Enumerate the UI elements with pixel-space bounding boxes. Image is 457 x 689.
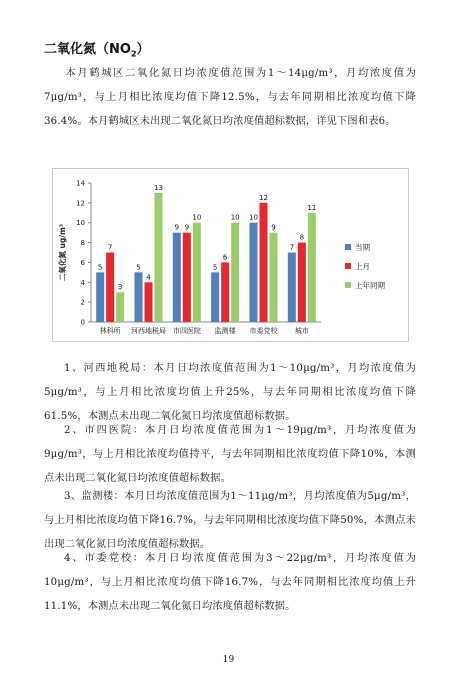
category-label: 城市 bbox=[294, 327, 309, 335]
data-label: 12 bbox=[259, 193, 268, 202]
y-tick-label: 14 bbox=[76, 179, 85, 188]
y-axis-label: 二氧化氮 ug/m³ bbox=[58, 223, 67, 282]
bar-3-3 bbox=[193, 223, 201, 322]
bar-3-4 bbox=[231, 223, 239, 322]
data-label: 10 bbox=[249, 213, 258, 222]
legend-swatch bbox=[345, 263, 351, 269]
category-label: 林科所 bbox=[99, 327, 121, 335]
legend-label: 上年同期 bbox=[355, 281, 385, 290]
legend-swatch bbox=[345, 244, 351, 250]
category-label: 河西地税局 bbox=[131, 327, 166, 335]
data-label: 9 bbox=[271, 223, 276, 232]
bar-1-5 bbox=[250, 223, 258, 322]
data-label: 10 bbox=[230, 213, 240, 222]
data-label: 13 bbox=[154, 183, 163, 192]
category-label: 市四医院 bbox=[172, 327, 201, 335]
data-label: 7 bbox=[289, 243, 295, 252]
site-paragraph-party-school: 4、市委党校：本月日均浓度值范围为3～22μg/m³，月均浓度值为10μg/m³，与上月相比浓度均值下降16.7%，与去年同期相比浓度均值上升11.1%，本测点未出现二氧化氮日均浓度值超标数据。 bbox=[44, 553, 416, 612]
y-tick-label: 0 bbox=[80, 318, 85, 327]
legend-label: 上月 bbox=[355, 262, 370, 271]
site-paragraph-hospital: 2、市四医院：本月日均浓度值范围为1～19μg/m³，月均浓度值为9μg/m³，与上月相比浓度均值持平，与去年同期相比浓度均值下降10%，本测点未出现二氧化氮日均浓度值超标数据。 bbox=[44, 425, 416, 484]
site-paragraph-monitor: 3、监测楼：本月日均浓度值范围为1～11μg/m³，月均浓度值为5μg/m³，与上月相比浓度均值下降16.7%，与去年同期相比浓度均值下降50%，本测点未出现二氧化氮日均浓度值超标数据。 bbox=[44, 491, 416, 550]
category-label: 监测楼 bbox=[214, 327, 236, 335]
y-tick-label: 12 bbox=[76, 199, 85, 208]
category-label: 市委党校 bbox=[249, 327, 278, 335]
data-label: 10 bbox=[192, 213, 202, 222]
y-tick-label: 4 bbox=[80, 278, 85, 287]
bar-2-4 bbox=[221, 262, 229, 322]
legend-swatch bbox=[345, 282, 351, 288]
y-tick-label: 8 bbox=[80, 239, 85, 248]
y-tick-label: 6 bbox=[80, 258, 85, 267]
bar-3-2 bbox=[155, 193, 163, 322]
bar-2-1 bbox=[106, 253, 114, 323]
data-label: 5 bbox=[136, 263, 141, 272]
bar-3-6 bbox=[308, 213, 316, 322]
bar-3-5 bbox=[270, 233, 278, 322]
section-title: 二氧化氮$(NO_2)$ bbox=[44, 42, 150, 59]
no2-bar-chart bbox=[52, 168, 409, 342]
chart-svg bbox=[53, 169, 408, 341]
data-label: 8 bbox=[299, 233, 305, 242]
y-tick-label: 2 bbox=[80, 298, 85, 307]
bar-1-6 bbox=[288, 253, 296, 323]
data-label: 3 bbox=[117, 283, 123, 292]
legend-label: 当期 bbox=[355, 243, 370, 252]
bar-2-6 bbox=[298, 243, 306, 322]
bar-2-5 bbox=[260, 203, 268, 322]
data-label: 7 bbox=[107, 243, 113, 252]
bar-2-2 bbox=[145, 282, 153, 322]
bar-1-1 bbox=[96, 272, 104, 322]
data-label: 9 bbox=[184, 223, 190, 232]
data-label: 6 bbox=[222, 253, 228, 262]
data-label: 4 bbox=[146, 273, 151, 282]
site-paragraph-hexi: 1、河西地税局：本月日均浓度值范围为1～10μg/m³，月均浓度值为5μg/m³，与上月相比浓度均值上升25%，与去年同期相比浓度均值下降61.5%，本测点未出现二氧化氮日均浓度值超标数据。 bbox=[44, 363, 416, 422]
data-label: 11 bbox=[307, 203, 317, 212]
data-label: 5 bbox=[212, 263, 218, 272]
bar-1-4 bbox=[211, 272, 219, 322]
data-label: 9 bbox=[174, 223, 180, 232]
bar-1-3 bbox=[173, 233, 181, 322]
intro-paragraph: 本月鹤城区二氧化氮日均浓度值范围为1～14μg/m³，月均浓度值为7μg/m³，与上月相比浓度均值下降12.5%，与去年同期相比浓度均值下降36.4%。本月鹤城区未出现二氧化氮日均浓度值超标数据，详见下图和表6。 bbox=[44, 68, 416, 127]
y-tick-label: 10 bbox=[76, 219, 85, 228]
page-number: 19 bbox=[222, 655, 235, 665]
bar-1-2 bbox=[135, 272, 143, 322]
bar-3-1 bbox=[116, 292, 124, 322]
data-label: 5 bbox=[97, 263, 103, 272]
bar-2-3 bbox=[183, 233, 191, 322]
